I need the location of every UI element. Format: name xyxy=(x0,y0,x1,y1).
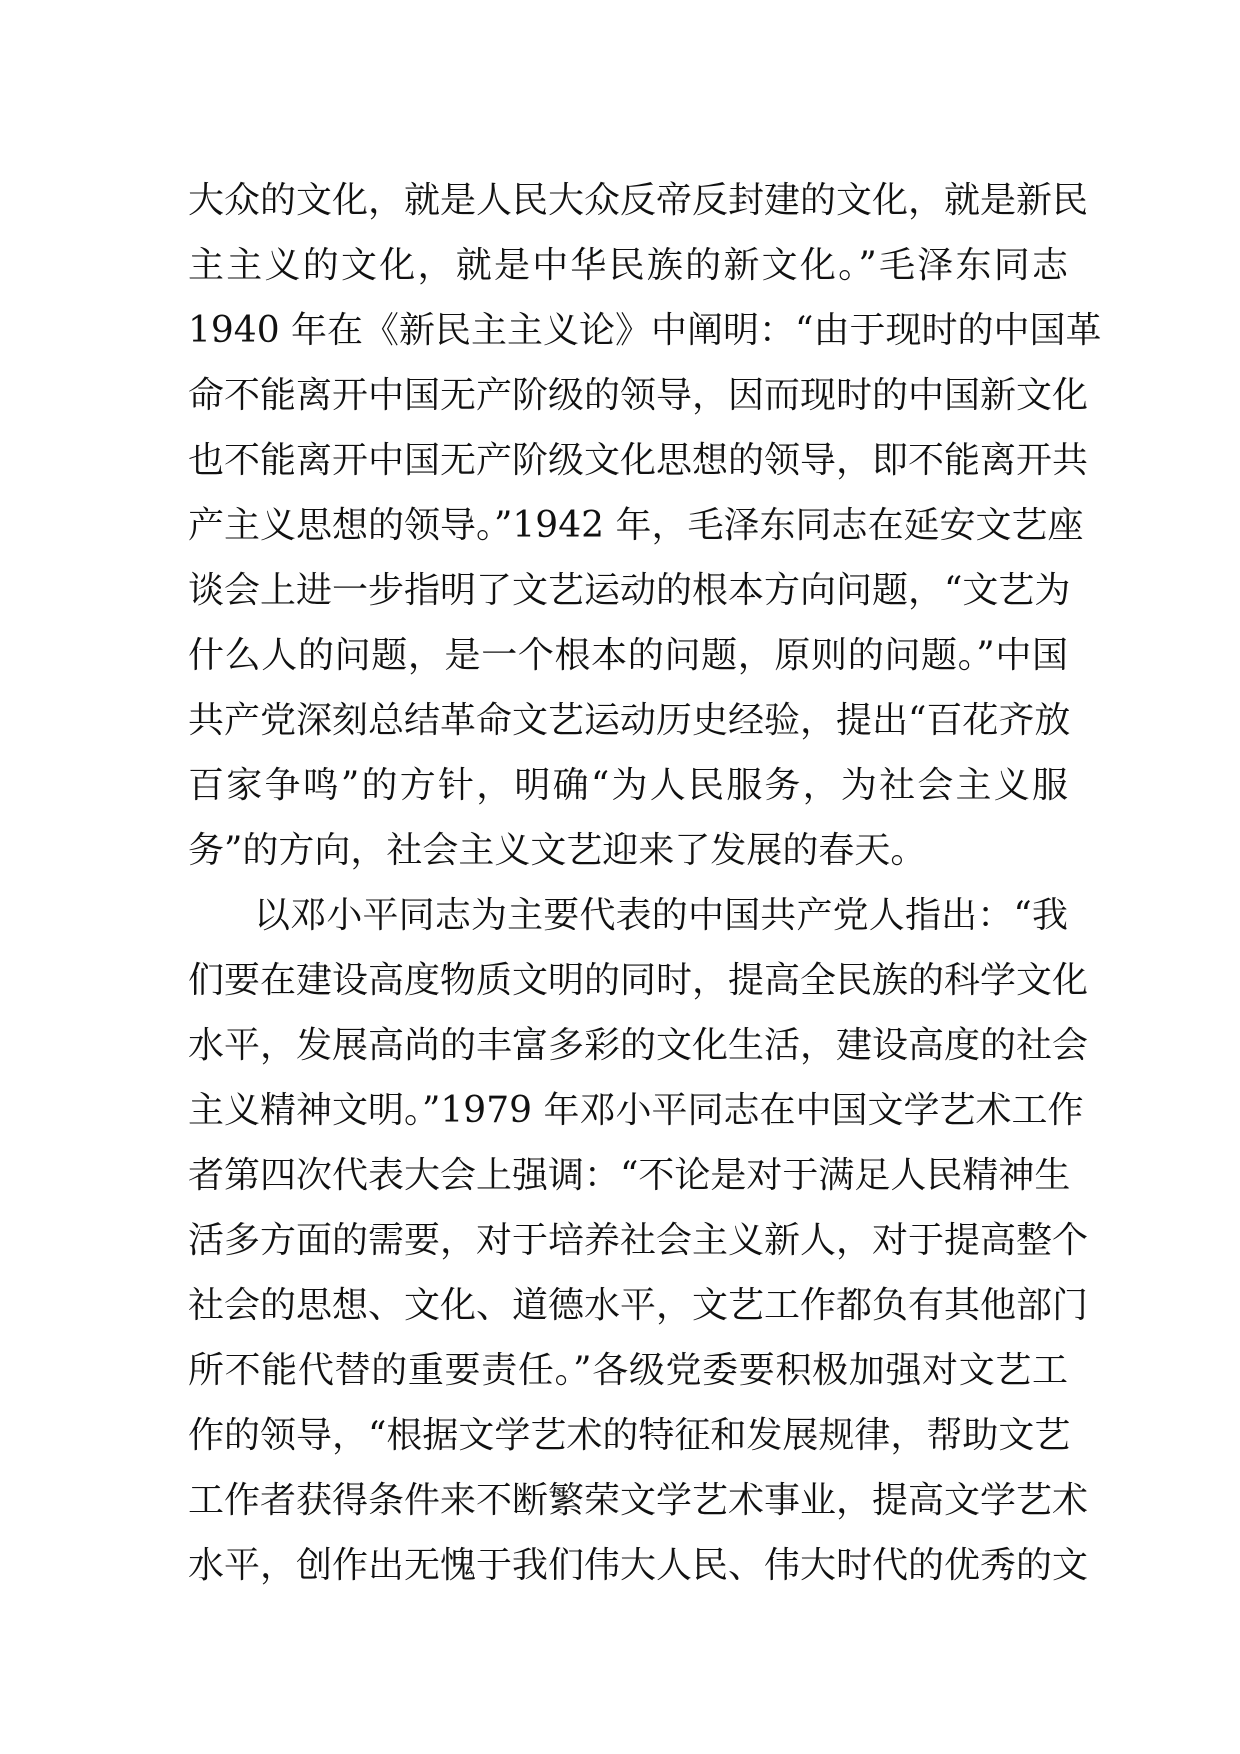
text-line: 社会的思想、文化、道德水平，文艺工作都负有其他部门 xyxy=(188,1285,1089,1326)
text-line: 谈会上进一步指明了文艺运动的根本方向问题，“文艺为 xyxy=(188,570,1071,611)
text-line: 者第四次代表大会上强调：“不论是对于满足人民精神生 xyxy=(188,1155,1071,1196)
text-line: 命不能离开中国无产阶级的领导，因而现时的中国新文化 xyxy=(188,375,1089,416)
text-line: 共产党深刻总结革命文艺运动历史经验，提出“百花齐放 xyxy=(188,700,1071,741)
text-line: 主主义的文化，就是中华民族的新文化。”毛泽东同志 xyxy=(188,245,1068,286)
text-line: 产主义思想的领导。”1942 年，毛泽东同志在延安文艺座 xyxy=(188,505,1084,546)
text-line: 水平，创作出无愧于我们伟大人民、伟大时代的优秀的文 xyxy=(188,1545,1089,1586)
text-line: 作的领导，“根据文学艺术的特征和发展规律，帮助文艺 xyxy=(188,1415,1071,1456)
text-line: 1940 年在《新民主主义论》中阐明：“由于现时的中国革 xyxy=(188,310,1102,351)
text-line: 水平，发展高尚的丰富多彩的文化生活，建设高度的社会 xyxy=(188,1025,1089,1066)
body-text xyxy=(188,168,1102,1598)
text-line: 所不能代替的重要责任。”各级党委要积极加强对文艺工 xyxy=(188,1350,1068,1391)
text-line: 活多方面的需要，对于培养社会主义新人，对于提高整个 xyxy=(188,1220,1089,1261)
text-line: 大众的文化，就是人民大众反帝反封建的文化，就是新民 xyxy=(188,180,1089,221)
text-line: 什么人的问题，是一个根本的问题，原则的问题。”中国 xyxy=(188,635,1068,676)
text-line: 也不能离开中国无产阶级文化思想的领导，即不能离开共 xyxy=(188,440,1089,481)
paragraph-first-line: 以邓小平同志为主要代表的中国共产党人指出：“我 xyxy=(254,895,1068,936)
text-line: 工作者获得条件来不断繁荣文学艺术事业，提高文学艺术 xyxy=(188,1480,1089,1521)
paragraph-last-line: 务”的方向，社会主义文艺迎来了发展的春天。 xyxy=(188,830,927,871)
text-line: 主义精神文明。”1979 年邓小平同志在中国文学艺术工作 xyxy=(188,1090,1084,1131)
text-line: 百家争鸣”的方针，明确“为人民服务，为社会主义服 xyxy=(188,765,1068,806)
text-line: 们要在建设高度物质文明的同时，提高全民族的科学文化 xyxy=(188,960,1089,1001)
